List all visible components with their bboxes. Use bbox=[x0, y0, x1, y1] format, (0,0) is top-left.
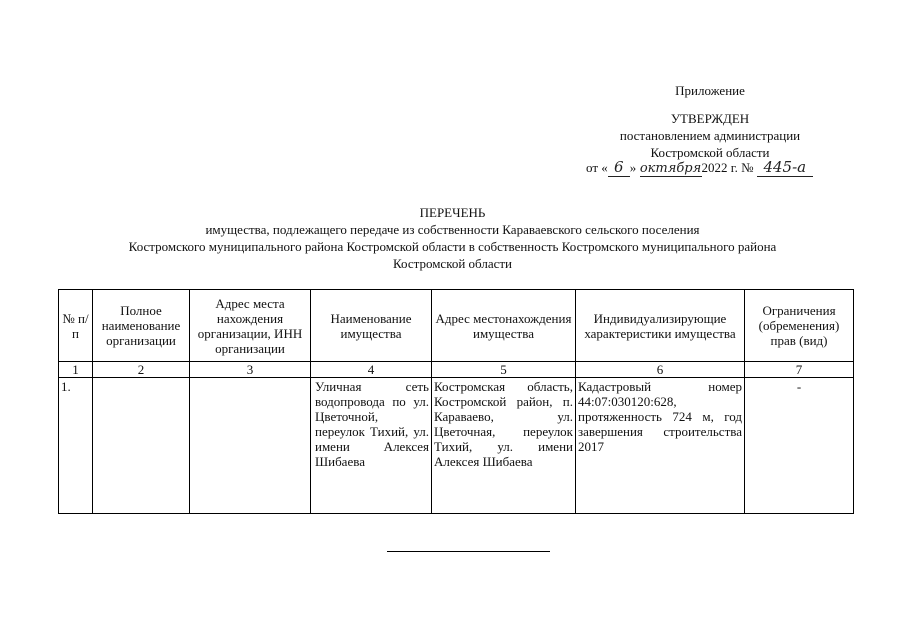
column-number: 4 bbox=[311, 362, 432, 378]
column-number: 7 bbox=[745, 362, 854, 378]
column-number: 2 bbox=[93, 362, 190, 378]
approved-label: УТВЕРЖДЕН bbox=[670, 111, 750, 126]
column-number: 6 bbox=[576, 362, 745, 378]
cell-org-address bbox=[190, 378, 311, 514]
title-line-3: Костромской области bbox=[392, 256, 513, 271]
approved-by-line: постановлением администрации bbox=[619, 128, 801, 143]
date-prefix: от « bbox=[586, 160, 608, 175]
cell-restrictions: - bbox=[745, 378, 854, 514]
document-title bbox=[40, 204, 865, 272]
date-day-field bbox=[608, 158, 630, 177]
cell-characteristics: Кадастровый номер 44:07:030120:628, протяженность 724 м, год завершения строительства 2017 bbox=[576, 378, 745, 514]
header-characteristics: Индивидуализирующие характеристики имущества bbox=[576, 290, 745, 362]
header-org-name: Полное наименование организации bbox=[93, 290, 190, 362]
decree-date-line bbox=[586, 158, 813, 177]
date-year: 2022 г. № bbox=[701, 160, 754, 175]
decree-number: 445-а bbox=[763, 158, 807, 176]
column-number: 3 bbox=[190, 362, 311, 378]
column-number-row bbox=[59, 362, 854, 378]
approval-block bbox=[560, 82, 860, 161]
header-property-address: Адрес местонахождения имущества bbox=[432, 290, 576, 362]
decree-number-field bbox=[757, 158, 813, 177]
column-number: 1 bbox=[59, 362, 93, 378]
date-month: октября bbox=[639, 161, 702, 176]
cell-property-name: Уличная сеть водопровода по ул. Цветочной, переулок Тихий, ул. имени Алексея Шибаева bbox=[311, 378, 432, 514]
title-line-1: имущества, подлежащего передаче из собственности Караваевского сельского поселения bbox=[205, 222, 700, 237]
date-month-field bbox=[640, 160, 702, 177]
table-row bbox=[59, 378, 854, 514]
title-heading: ПЕРЕЧЕНЬ bbox=[419, 205, 486, 220]
table-header-row bbox=[59, 290, 854, 362]
footer-divider bbox=[387, 551, 550, 552]
header-org-address: Адрес места нахождения организации, ИНН организации bbox=[190, 290, 311, 362]
header-num: № п/п bbox=[59, 290, 93, 362]
approved-region-line: Костромской области bbox=[650, 145, 770, 160]
appendix-label: Приложение bbox=[675, 83, 745, 98]
cell-num: 1. bbox=[59, 378, 93, 514]
header-restrictions: Ограничения (обременения) прав (вид) bbox=[745, 290, 854, 362]
cell-property-address: Костромская область, Костромской район, п. Караваево, ул. Цветочная, переулок Тихий, ул. имени Алексея Шибаева bbox=[432, 378, 576, 514]
property-table bbox=[58, 289, 854, 514]
cell-org-name bbox=[93, 378, 190, 514]
date-mid: » bbox=[629, 160, 640, 175]
column-number: 5 bbox=[432, 362, 576, 378]
header-property-name: Наименование имущества bbox=[311, 290, 432, 362]
date-day: 6 bbox=[613, 158, 624, 176]
title-line-2: Костромского муниципального района Костромской области в собственность Костромского муниципального района bbox=[128, 239, 777, 254]
